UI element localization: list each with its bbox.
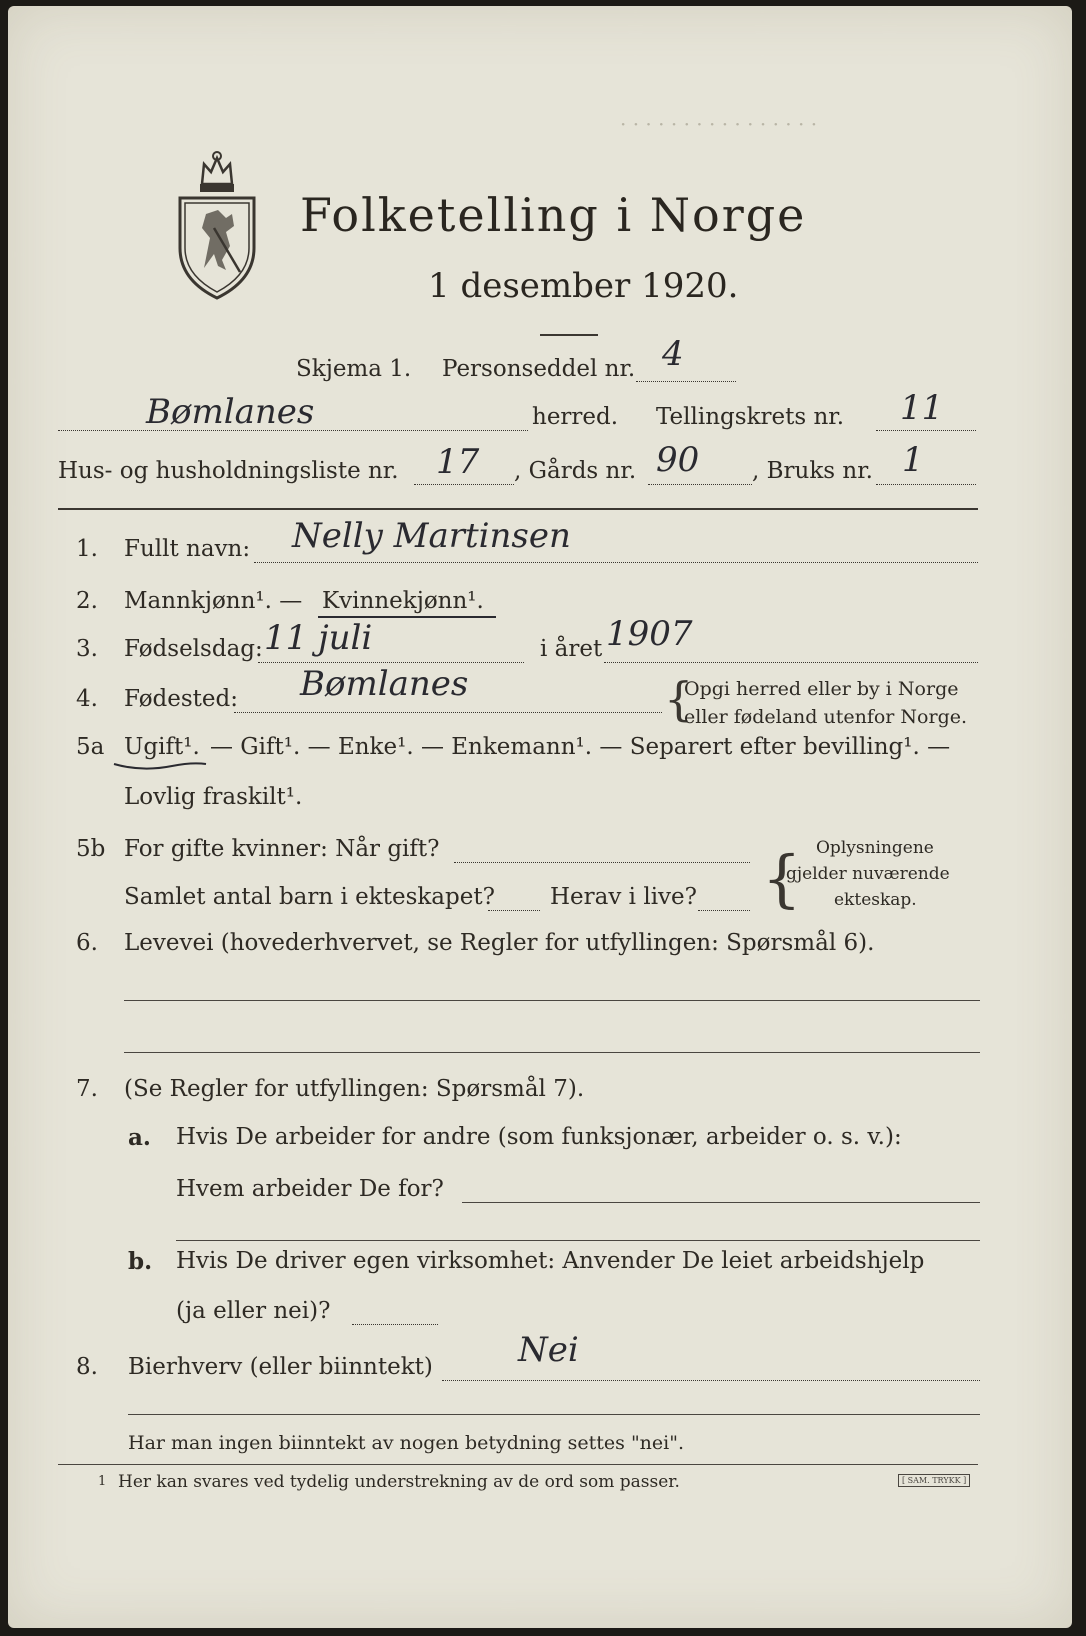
husliste-value: 17	[436, 442, 480, 482]
footer-divider	[58, 1464, 978, 1465]
q7b-question: Hvis De driver egen virksomhet: Anvender De leiet arbeidshjelp	[176, 1248, 925, 1274]
q5a-number: 5a	[76, 734, 105, 760]
q1-number: 1.	[76, 536, 98, 562]
ugift-underline-mark	[112, 752, 208, 772]
title-divider	[540, 334, 598, 336]
q3-label: Fødselsdag:	[124, 636, 263, 662]
tellingskrets-label: Tellingskrets nr.	[656, 404, 845, 430]
q7a-question: Hvis De arbeider for andre (som funksjonær, arbeider o. s. v.):	[176, 1124, 902, 1150]
marriage-note-3: ekteskap.	[834, 890, 917, 910]
birthplace-note-2: eller fødeland utenfor Norge.	[684, 706, 968, 728]
personseddel-value: 4	[662, 334, 684, 374]
personseddel-line	[636, 381, 736, 382]
birthplace-note-brace: {	[664, 672, 694, 726]
form-title: Folketelling i Norge	[300, 188, 807, 242]
printer-stamp: [ SAM. TRYKK ]	[898, 1474, 970, 1487]
full-name-line	[254, 562, 978, 563]
tellingskrets-line	[876, 430, 976, 431]
q2-female-option: Kvinnekjønn¹.	[322, 588, 484, 614]
bruks-value: 1	[902, 440, 924, 480]
side-income-line-2	[128, 1414, 980, 1415]
hired-help-line	[352, 1324, 438, 1325]
norwegian-coat-of-arms-icon	[174, 148, 260, 300]
children-line	[488, 910, 540, 911]
q6-number: 6.	[76, 930, 98, 956]
q7-label: (Se Regler for utfyllingen: Spørsmål 7).	[124, 1076, 585, 1102]
q7-number: 7.	[76, 1076, 98, 1102]
footnote-mark: 1	[98, 1474, 107, 1489]
q3-number: 3.	[76, 636, 98, 662]
q5b-number: 5b	[76, 836, 106, 862]
census-date: 1 desember 1920.	[428, 266, 739, 306]
birthplace-value: Bømlanes	[300, 664, 469, 704]
birthplace-note-1: Opgi herred eller by i Norge	[684, 678, 959, 700]
birth-year-value: 1907	[606, 614, 693, 654]
bruks-line	[876, 484, 976, 485]
full-name-value: Nelly Martinsen	[292, 516, 571, 556]
birthday-value: 11 juli	[264, 618, 373, 658]
q6-label: Levevei (hovederhvervet, se Regler for utfyllingen: Spørsmål 6).	[124, 930, 875, 956]
q2-male-option: Mannkjønn¹. —	[124, 588, 303, 614]
q5a-other-options: — Gift¹. — Enke¹. — Enkemann¹. — Separert efter bevilling¹. —	[210, 734, 951, 760]
birthday-line	[258, 662, 524, 663]
q5b-married-when-label: For gifte kvinner: Når gift?	[124, 836, 440, 862]
occupation-line-1	[124, 1000, 980, 1001]
q1-label: Fullt navn:	[124, 536, 251, 562]
side-income-line	[442, 1380, 980, 1381]
q7b-yes-no-label: (ja eller nei)?	[176, 1298, 331, 1324]
q8-number: 8.	[76, 1354, 98, 1380]
employer-line-2	[176, 1240, 980, 1241]
q7b-letter: b.	[128, 1248, 153, 1275]
q5a-divorced-option: Lovlig fraskilt¹.	[124, 784, 303, 810]
marriage-note-1: Oplysningene	[816, 838, 934, 858]
bleed-through-text: · · · · · · · · · · · · · · · ·	[620, 112, 818, 136]
q5b-alive-label: Herav i live?	[550, 884, 697, 910]
herred-label: herred.	[532, 404, 619, 430]
q5a-ugift-option: Ugift¹.	[124, 734, 200, 760]
q4-label: Fødested:	[124, 686, 239, 712]
q8-label: Bierhverv (eller biinntekt)	[128, 1354, 433, 1380]
herred-value: Bømlanes	[146, 392, 315, 432]
alive-line	[698, 910, 750, 911]
marriage-note-brace: {	[762, 842, 802, 915]
census-form-page	[8, 6, 1072, 1628]
gards-value: 90	[656, 440, 700, 480]
q4-number: 4.	[76, 686, 98, 712]
marriage-note-2: gjelder nuværende	[786, 864, 950, 884]
header-divider	[58, 508, 978, 510]
side-income-value: Nei	[518, 1330, 579, 1370]
husliste-line	[414, 484, 514, 485]
personseddel-label: Personseddel nr.	[442, 356, 636, 382]
birthplace-line	[234, 712, 662, 713]
q5b-children-label: Samlet antal barn i ekteskapet?	[124, 884, 495, 910]
q2-number: 2.	[76, 588, 98, 614]
employer-line	[462, 1202, 980, 1203]
footer-note: Har man ingen biinntekt av nogen betydning settes "nei".	[128, 1432, 685, 1454]
q7a-employer-label: Hvem arbeider De for?	[176, 1176, 444, 1202]
gards-label: , Gårds nr.	[514, 458, 637, 484]
married-when-line	[454, 862, 750, 863]
year-label: i året	[540, 636, 603, 662]
husliste-label: Hus- og husholdningsliste nr.	[58, 458, 399, 484]
gards-line	[648, 484, 752, 485]
bruks-label: , Bruks nr.	[752, 458, 873, 484]
tellingskrets-value: 11	[900, 388, 944, 428]
occupation-line-2	[124, 1052, 980, 1053]
q7a-letter: a.	[128, 1124, 151, 1151]
footnote-text: Her kan svares ved tydelig understrekning av de ord som passer.	[118, 1472, 680, 1492]
birth-year-line	[604, 662, 978, 663]
schema-label: Skjema 1.	[296, 356, 412, 382]
